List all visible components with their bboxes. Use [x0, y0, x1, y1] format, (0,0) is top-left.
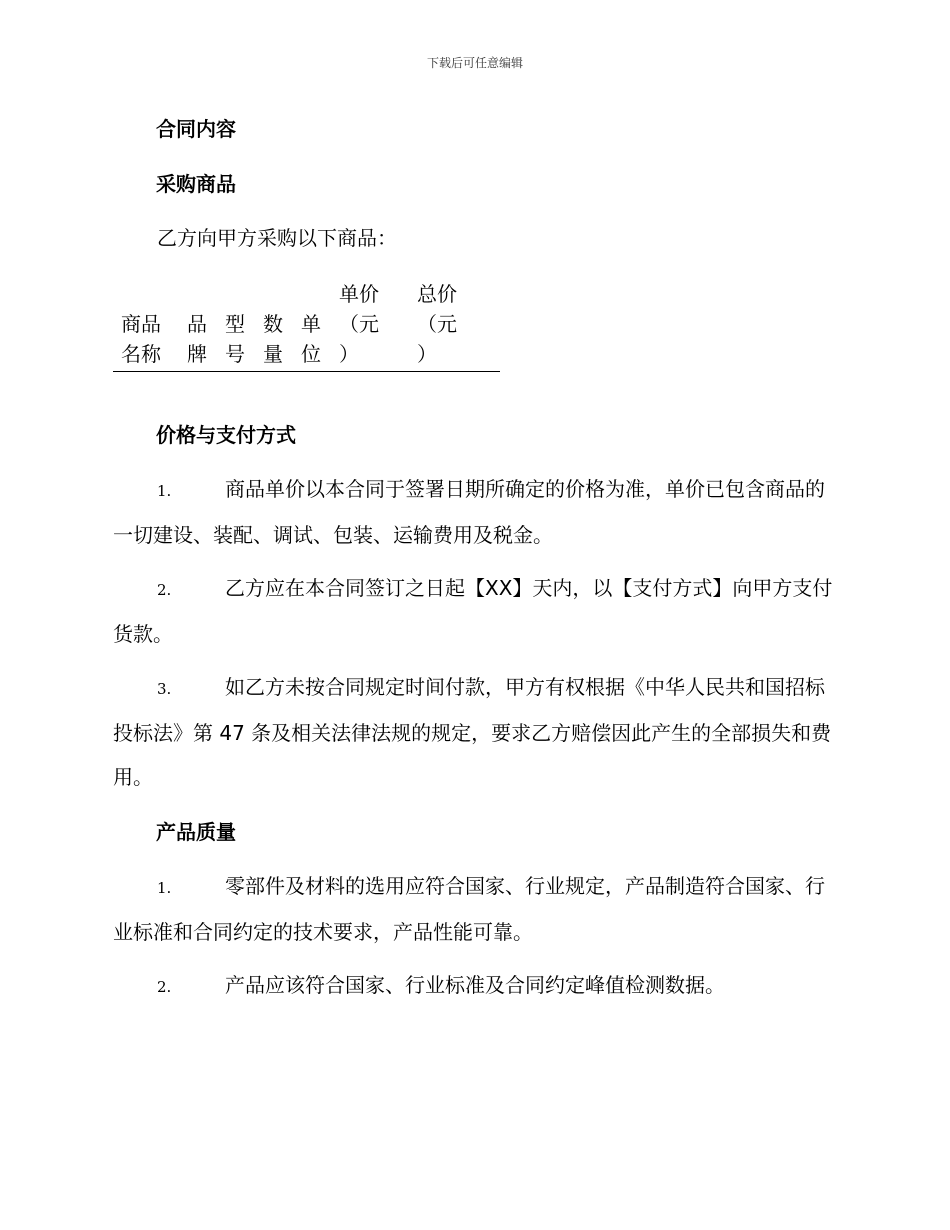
price-item-1 [113, 467, 843, 557]
col-header-unit-price: 单价 （元 ） [331, 279, 409, 372]
col-header-brand: 品 牌 [179, 279, 217, 372]
goods-table [113, 279, 500, 372]
list-text: 商品单价以本合同于签署日期所确定的价格为准，单价已包含商品的一切建设、装配、调试、包装、运输费用及税金。 [113, 477, 825, 547]
list-number: 2. [157, 581, 172, 599]
list-number: 1. [157, 879, 172, 897]
col-header-unit: 单 位 [293, 279, 331, 372]
quality-item-1 [113, 864, 843, 954]
purchase-intro: 乙方向甲方采购以下商品： [157, 226, 397, 250]
price-item-2 [113, 566, 843, 656]
table-header-row [113, 279, 500, 372]
section-title-contract: 合同内容 [156, 117, 236, 141]
price-item-3 [113, 665, 843, 799]
page-header: 下载后可任意编辑 [426, 56, 523, 70]
list-text: 如乙方未按合同规定时间付款，甲方有权根据《中华人民共和国招标投标法》第 47 条及相关法律法规的规定，要求乙方赔偿因此产生的全部损失和费用。 [113, 675, 832, 789]
list-number: 2. [157, 978, 172, 996]
list-number: 3. [157, 680, 172, 698]
quality-item-2 [113, 963, 843, 1009]
col-header-model: 型 号 [217, 279, 255, 372]
section-title-quality: 产品质量 [156, 820, 236, 844]
list-text: 产品应该符合国家、行业标准及合同约定峰值检测数据。 [225, 973, 725, 997]
section-title-purchase: 采购商品 [156, 172, 236, 196]
list-number: 1. [157, 482, 172, 500]
col-header-quantity: 数 量 [255, 279, 293, 372]
section-title-price: 价格与支付方式 [156, 423, 296, 447]
list-text: 乙方应在本合同签订之日起【XX】天内，以【支付方式】向甲方支付货款。 [113, 576, 833, 646]
col-header-total-price: 总价 （元 ） [409, 279, 500, 372]
list-text: 零部件及材料的选用应符合国家、行业规定，产品制造符合国家、行业标准和合同约定的技术要求，产品性能可靠。 [113, 874, 825, 944]
col-header-name: 商品 名称 [113, 279, 179, 372]
